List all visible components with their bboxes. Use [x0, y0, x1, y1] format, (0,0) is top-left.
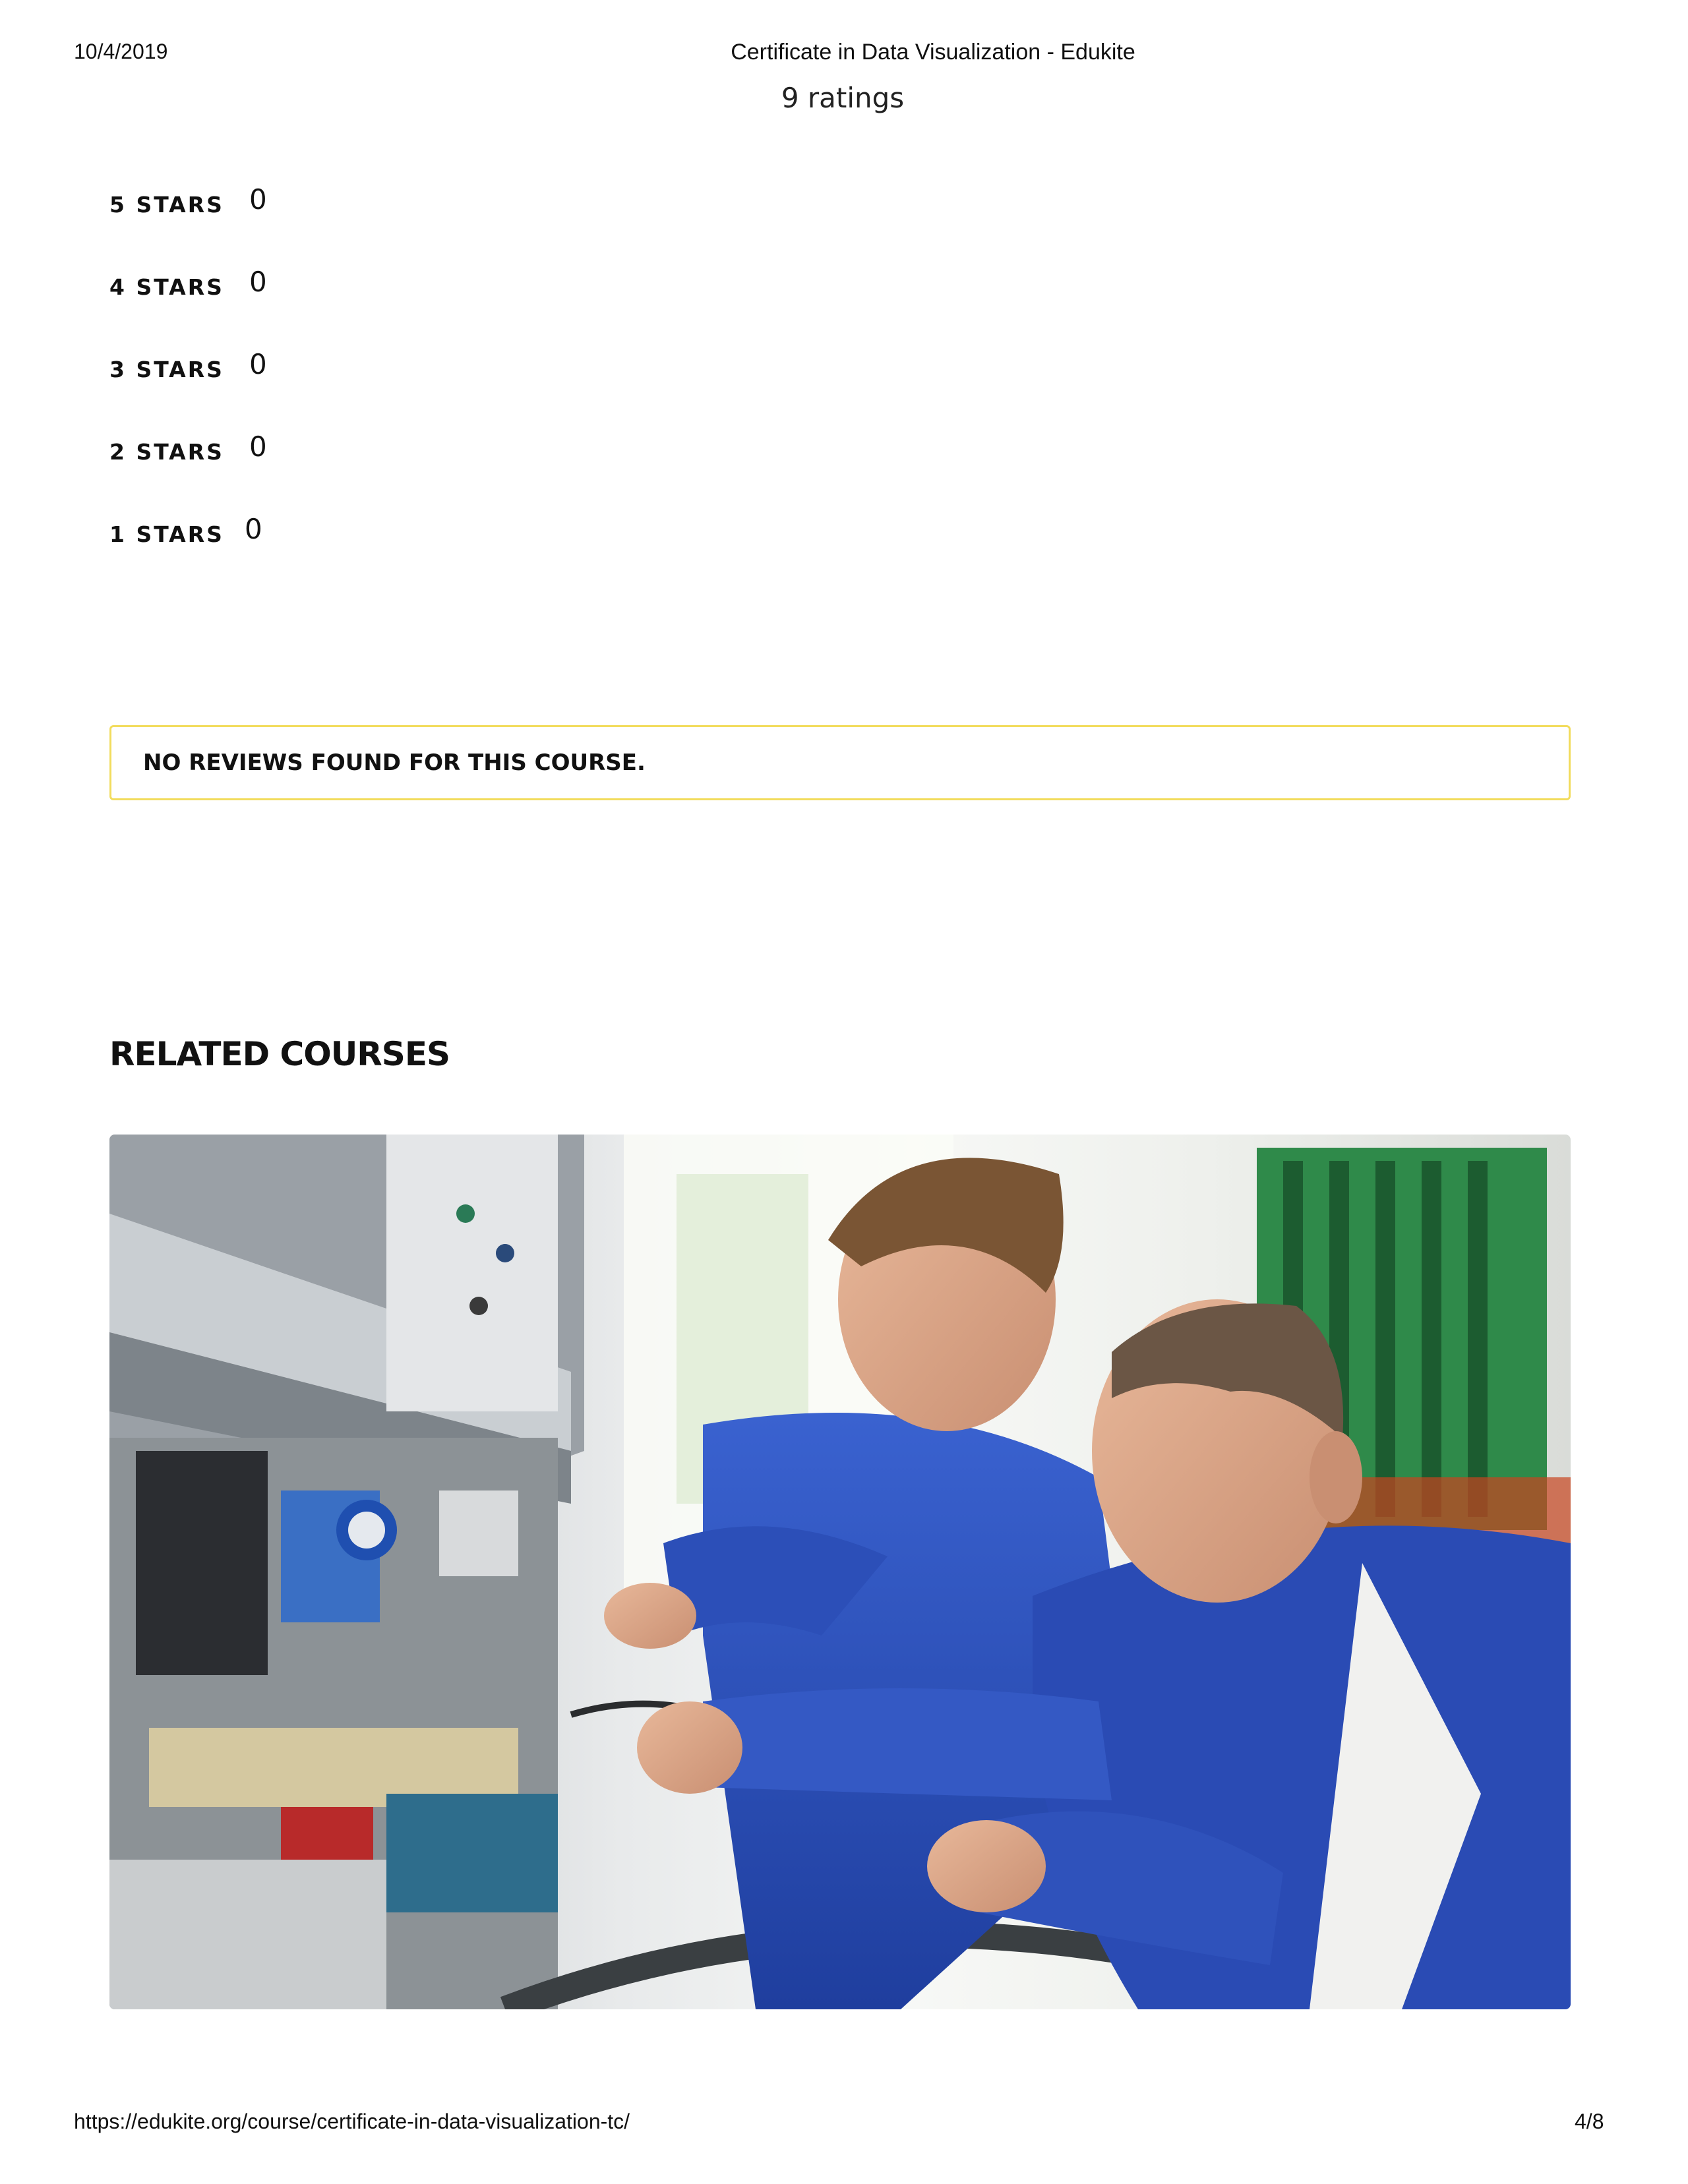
rating-row-label: 5 STARS: [109, 191, 224, 218]
technicians-photo-icon: [109, 1135, 1571, 2009]
rating-row-count: 0: [245, 512, 262, 545]
print-page-url: https://edukite.org/course/certificate-in-data-visualization-tc/: [74, 2110, 630, 2133]
no-reviews-notice: [109, 725, 1571, 800]
rating-row-5: [109, 185, 267, 224]
rating-row-2: [109, 432, 267, 471]
related-courses-heading: RELATED COURSES: [109, 1035, 450, 1073]
rating-row-3: [109, 349, 267, 389]
rating-row-label: 1 STARS: [109, 521, 224, 547]
rating-row-label: 2 STARS: [109, 438, 224, 465]
rating-row-count: 0: [249, 430, 267, 463]
print-date: 10/4/2019: [74, 40, 168, 63]
related-course-image[interactable]: [109, 1135, 1571, 2009]
rating-row-label: 4 STARS: [109, 274, 224, 300]
rating-row-count: 0: [249, 347, 267, 380]
rating-row-count: 0: [249, 183, 267, 216]
no-reviews-message: NO REVIEWS FOUND FOR THIS COURSE.: [143, 750, 646, 776]
rating-row-count: 0: [249, 265, 267, 298]
print-page-title: Certificate in Data Visualization - Edukite: [731, 40, 1135, 65]
rating-row-4: [109, 267, 267, 307]
rating-row-1: [109, 514, 262, 554]
print-page-number: 4/8: [1575, 2110, 1604, 2133]
ratings-total: 9 ratings: [781, 82, 905, 114]
rating-row-label: 3 STARS: [109, 356, 224, 382]
